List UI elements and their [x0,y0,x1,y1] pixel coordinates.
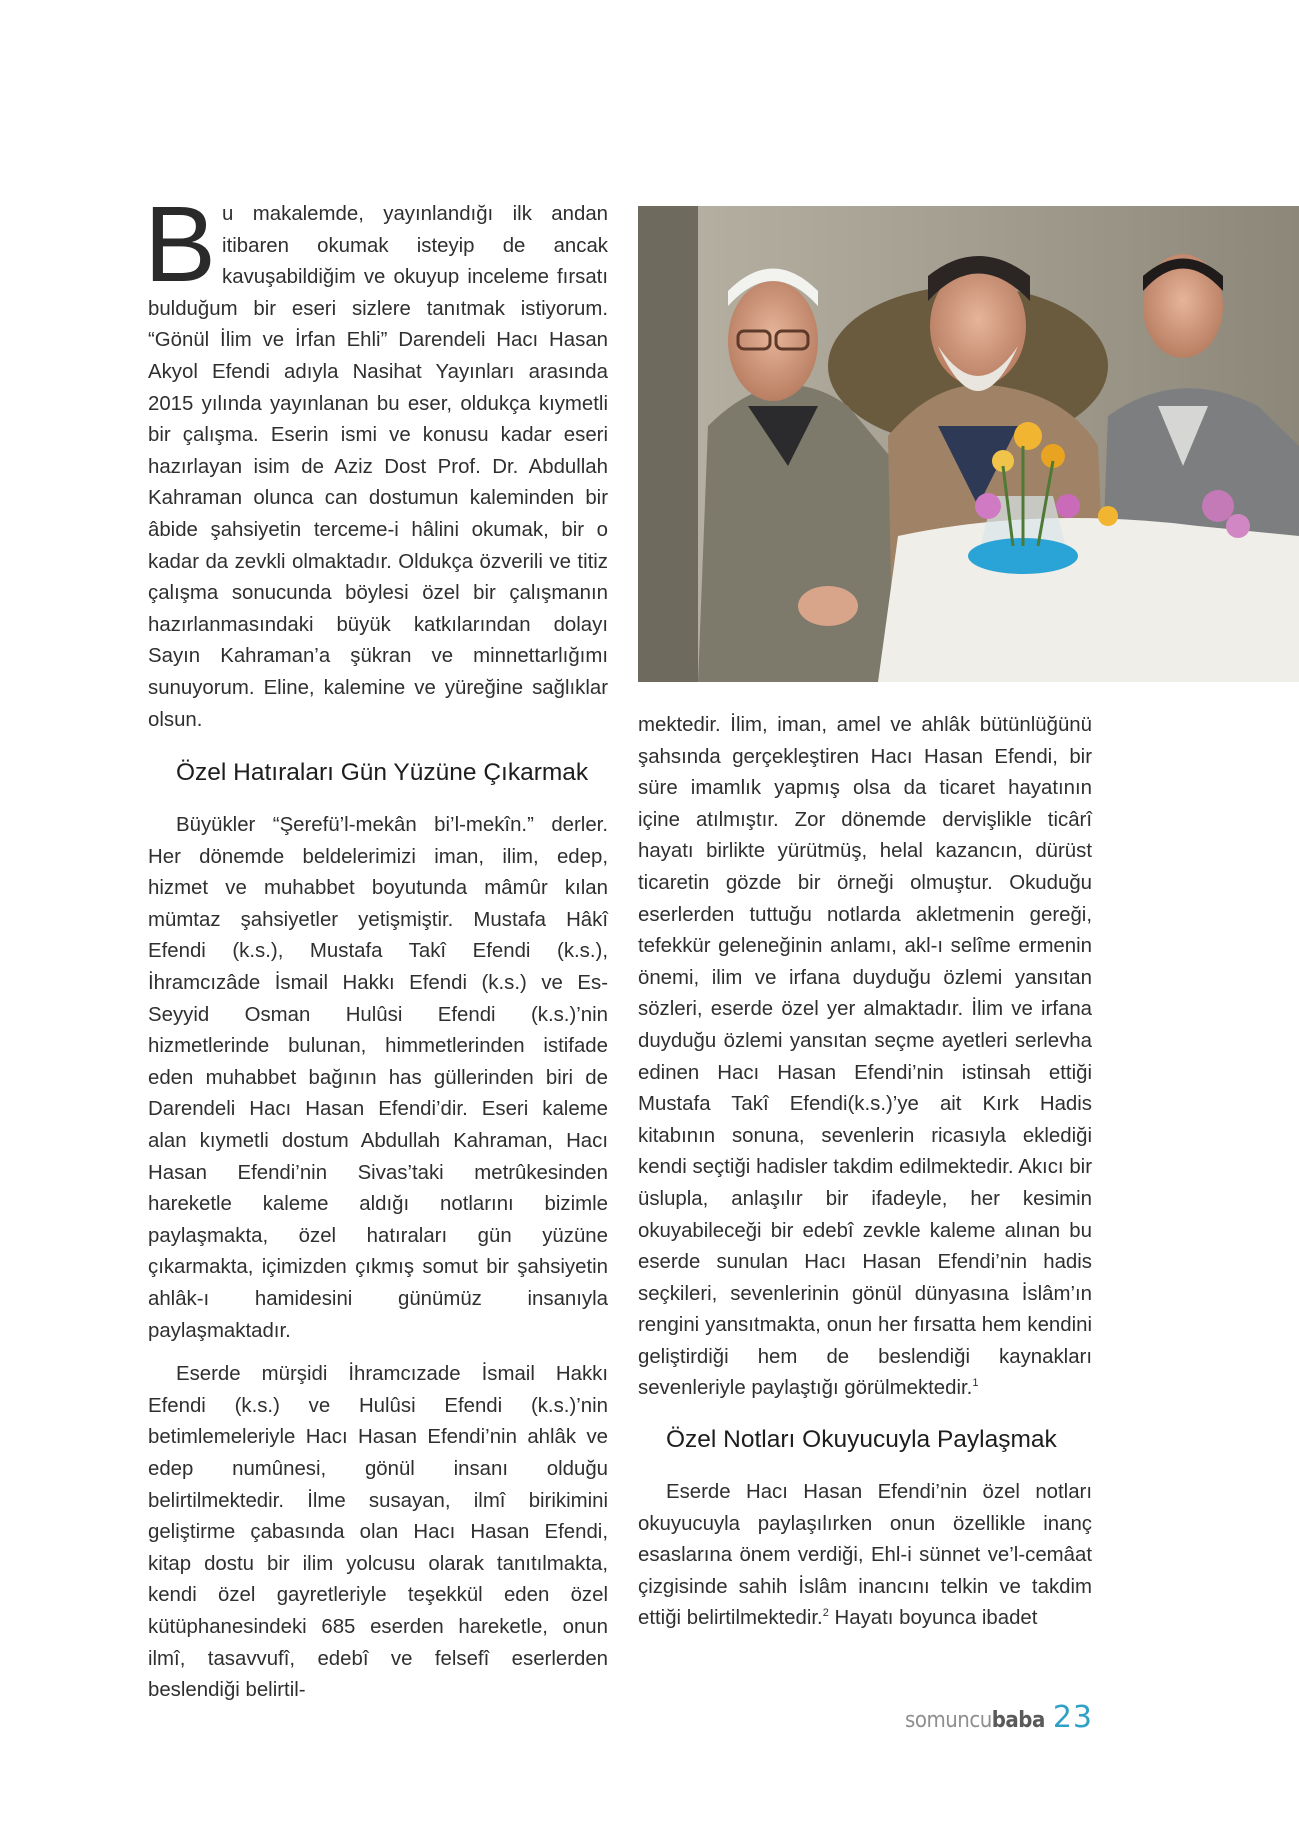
section1-paragraph-2: Eserde mürşidi İhramcızade İsmail Hakkı Efendi (k.s.) ve Hulûsi Efendi (k.s.)’nin betimlemeleriyle Hacı Hasan Efendi’nin ahlâk ve edep numûnesi, gönül insanı olduğu belirtilmektedir. İlme susayan, ilmî birikimini geliştirme çabasında olan Hacı Hasan Efendi, kitap dostu bir ilim yolcusu olarak tanıtılmakta, kendi özel gayretleriyle teşekkül eden özel kütüphanesindeki 685 eserden hareketle, onun ilmî, tasavvufî, edebî ve felsefî eserlerden beslendiği belirtil- [148,1363,608,1702]
drop-cap: B [144,183,217,304]
section-title-1: Özel Hatıraları Gün Yüzüne Çıkarmak [176,759,589,787]
section2-paragraph-1 [638,1477,1092,1635]
intro-paragraph [144,183,608,736]
logo-part-2: baba [991,1708,1045,1733]
section1-paragraph-3-text: mektedir. İlim, iman, amel ve ahlâk bütünlüğünü şahsında gerçekleştiren Hacı Hasan Efendi, bir süre imamlık yapmış olsa da ticaret hayatının içine atılmıştır. Zor dönemde dervişlikle ticârî hayatı birlikte yürütmüş, helal kazancın, dürüst ticaretin gözde bir örneği olmuştur. Okuduğu eserlerden tuttuğu notlarda akletmenin gereği, tefekkür geleneğinin anlamı, akl-ı selîme ermenin önemi, ilim ve irfana duyduğu özlemi yansıtan sözleri, eserde özel yer almaktadır. İlim ve irfana duyduğu özlemi yansıtan seçme ayetleri serlevha edinen Hacı Hasan Efendi’nin istinsah ettiği Mustafa Takî Efendi(k.s.)’ye ait Kırk Hadis kitabının sonuna, sevenlerin ricasıyla eklediği kendi seçtiği hadisler takdim edilmektedir. Akıcı bir üslupla, anlaşılır bir ifadeyle, her kesimin okuyabileceği bir edebî zevkle kaleme alınan bu eserde sunulan Hacı Hasan Efendi’nin hadis seçkileri, sevenlerinin gönül dünyasına İslâm’ın rengini yansıtmakta, onun her fırsatta hem kendini geliştirdiği hem de beslendiği kaynakları sevenleriyle paylaştığı görülmektedir. [638,714,1092,1400]
section2-paragraph-1-tail: Hayatı boyunca ibadet [828,1607,1038,1630]
left-column [144,183,608,1707]
page-footer [905,1700,1093,1735]
article-photo [638,206,1299,682]
photo-three-men-with-flowers [638,206,1299,682]
section1-paragraph-1: Büyükler “Şerefü’l-mekân bi’l-mekîn.” derler. Her dönemde beldelerimizi iman, ilim, edep, hizmet ve muhabbet boyutunda mâmûr kılan mümtaz şahsiyetler yetişmiştir. Mustafa Hâkî Efendi (k.s.), Mustafa Takî Efendi (k.s.), İhramcızâde İsmail Hakkı Efendi (k.s.) ve Es-Seyyid Osman Hulûsi Efendi (k.s.)’nin hizmetlerinde bulunan, himmetlerinden istifade eden muhabbet bağının has güllerinden biri de Darendeli Hacı Hasan Efendi’dir. Eseri kaleme alan kıymetli dostum Abdullah Kahraman, Hacı Hasan Efendi’nin Sivas’taki metrûkesinden hareketle kaleme aldığı notlarını bizimle paylaşmakta, özel hatıraları gün yüzüne çıkarmakta, içimizden çıkmış somut bir şahsiyetin ahlâk-ı hamidesini günümüz insanıyla paylaşmaktadır. [148,814,608,1342]
page-number: 23 [1052,1700,1093,1735]
magazine-logo [905,1708,1045,1733]
section2-paragraph-1-text: Eserde Hacı Hasan Efendi’nin özel notları okuyucuyla paylaşılırken onun özellikle inanç esaslarına önem verdiği, Ehl-i sünnet ve’l-cemâat çizgisinde sahih İslâm inancını telkin ve takdim ettiği belirtilmektedir. [638,1481,1092,1630]
intro-text: u makalemde, yayınlandığı ilk andan itibaren okumak isteyip de ancak kavuşabildiğim ve okuyup inceleme fırsatı bulduğum bir eseri sizlere tanıtmak istiyorum. “Gönül İlim ve İrfan Ehli” Darendeli Hacı Hasan Akyol Efendi adıyla Nasihat Yayınları arasında 2015 yılında yayınlanan bu eser, oldukça kıymetli bir çalışma. Eserin ismi ve konusu kadar eseri hazırlayan isim de Aziz Dost Prof. Dr. Abdullah Kahraman olunca can dostumun kaleminden bir âbide şahsiyetin terceme-i hâlini okumak, bir o kadar da zevkli olmaktadır. Oldukça özverili ve titiz çalışma sonucunda böylesi özel bir çalışmanın hazırlanmasındaki büyük katkılarından dolayı Sayın Kahraman’a şükran ve minnettarlığımı sunuyorum. Eline, kalemine ve yüreğine sağlıklar olsun. [148,203,608,731]
right-column [638,710,1092,1635]
section1-paragraph-3 [638,710,1092,1405]
footnote-ref-1[interactable]: 1 [972,1377,979,1390]
footnote-ref-2[interactable]: 2 [822,1607,829,1620]
logo-part-1: somuncu [905,1708,992,1733]
section-title-2: Özel Notları Okuyucuyla Paylaşmak [666,1426,1057,1454]
